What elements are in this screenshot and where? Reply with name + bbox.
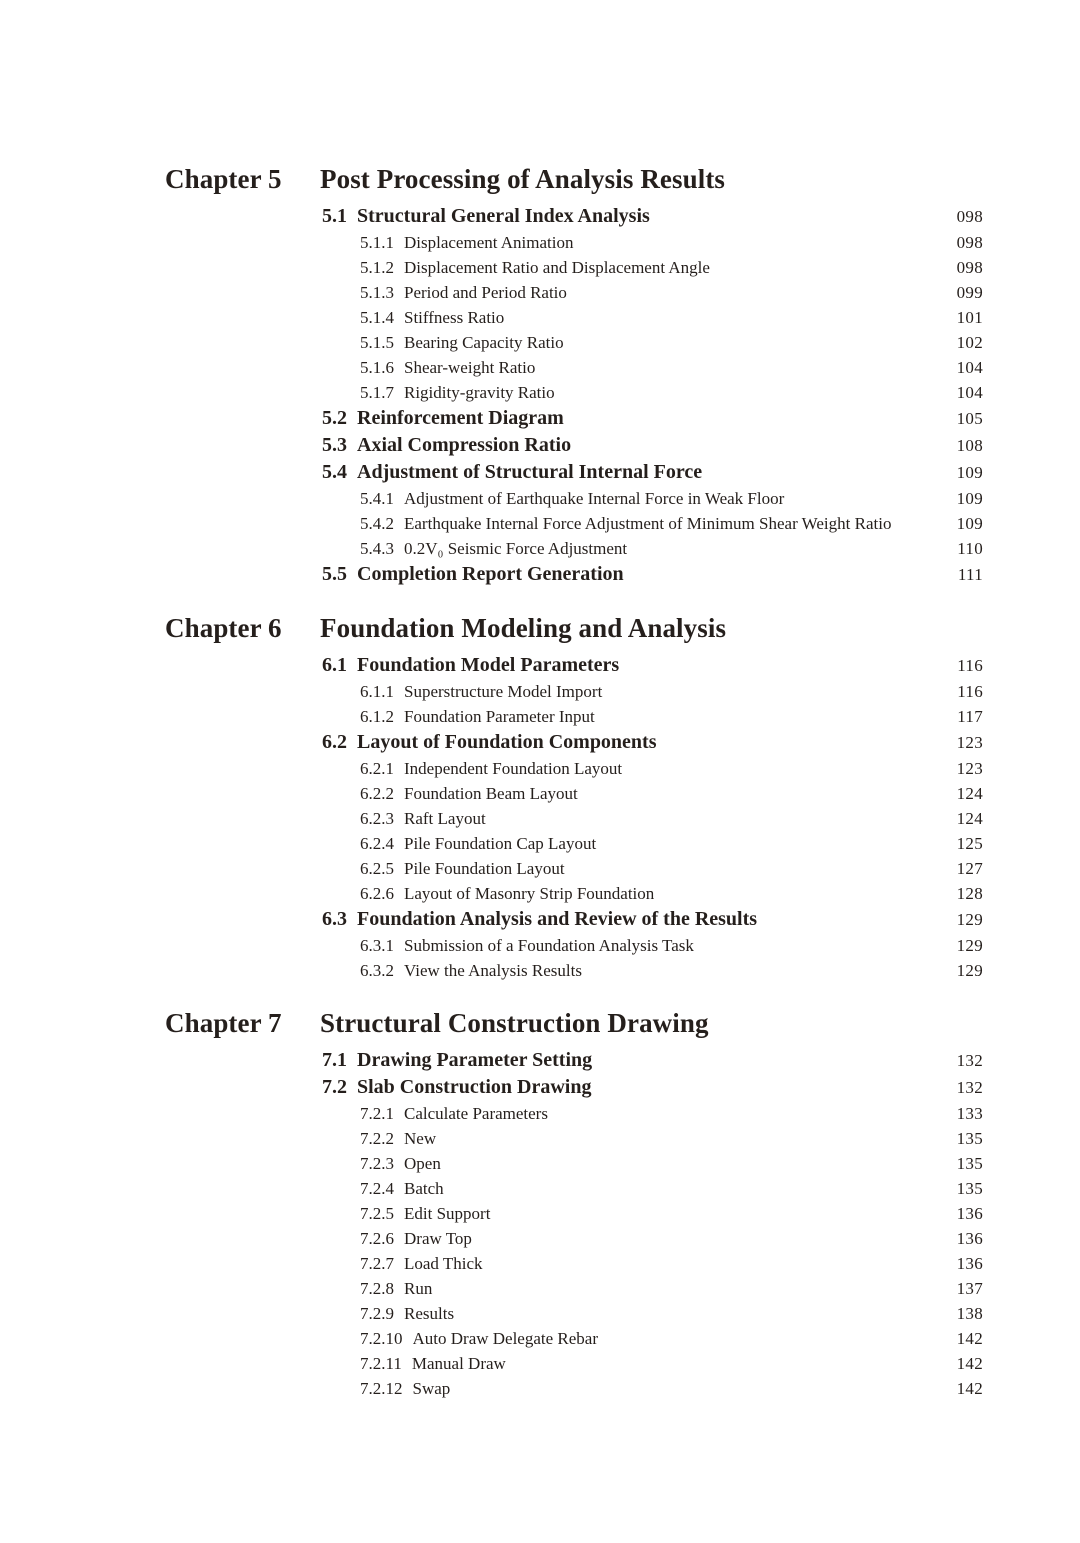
toc-entry-title: Calculate Parameters — [404, 1104, 548, 1123]
toc-entry-page: 109 — [956, 463, 983, 482]
toc-entry-title: Stiffness Ratio — [404, 308, 505, 327]
toc-entry-page: 099 — [956, 283, 983, 302]
toc-entry-title: Completion Report Generation — [357, 563, 624, 585]
chapter-entries — [165, 203, 983, 588]
toc-entry-page: 098 — [956, 207, 983, 226]
toc-entry — [165, 432, 983, 459]
toc-entry-number: 6.2.3 — [360, 809, 394, 828]
toc-entry-page: 124 — [956, 784, 983, 803]
toc-entry-number: 5.4.3 — [360, 539, 394, 558]
toc-entry-number: 7.2.1 — [360, 1104, 394, 1123]
chapter-title: Foundation Modeling and Analysis — [320, 613, 727, 643]
toc-entry-title: Run — [404, 1279, 433, 1298]
toc-entry — [165, 831, 983, 856]
toc-entry-page: 101 — [956, 308, 983, 327]
toc-entry-page: 098 — [956, 233, 983, 252]
toc-entry-page: 129 — [956, 936, 983, 955]
toc-entry-page: 098 — [956, 258, 983, 277]
toc-entry-number: 5.4 — [322, 461, 347, 483]
chapter-entries — [165, 1047, 983, 1401]
toc-entry-page: 142 — [956, 1379, 983, 1398]
toc-entry-number: 6.2 — [322, 731, 347, 753]
toc-entry-number: 5.1.5 — [360, 333, 394, 352]
toc-entry — [165, 1276, 983, 1301]
toc-entry-number: 5.1.6 — [360, 358, 394, 377]
toc-entry — [165, 881, 983, 906]
toc-entry-title: New — [404, 1129, 437, 1148]
toc-entry-title: Structural General Index Analysis — [357, 205, 650, 227]
toc-entry-title: 0.2V₀ Seismic Force Adjustment — [404, 539, 628, 558]
chapter-section — [165, 1007, 983, 1401]
toc-entry-page: 123 — [956, 733, 983, 752]
toc-entry-number: 6.2.5 — [360, 859, 394, 878]
toc-entry-page: 117 — [957, 707, 983, 726]
toc-entry-title: Earthquake Internal Force Adjustment of Minimum Shear Weight Ratio — [404, 514, 892, 533]
toc-entry-page: 132 — [956, 1051, 983, 1070]
toc-entry-number: 7.2.6 — [360, 1229, 394, 1248]
toc-entry-number: 5.1.2 — [360, 258, 394, 277]
chapter-title: Structural Construction Drawing — [320, 1008, 709, 1038]
toc-entry-page: 124 — [956, 809, 983, 828]
toc-entry — [165, 652, 983, 679]
toc-entry — [165, 729, 983, 756]
toc-entry-number: 7.2.10 — [360, 1329, 403, 1348]
table-of-contents — [165, 163, 983, 1401]
toc-entry-number: 7.2.4 — [360, 1179, 394, 1198]
toc-entry-page: 135 — [956, 1154, 983, 1173]
toc-entry-title: Foundation Parameter Input — [404, 707, 595, 726]
toc-entry-title: Independent Foundation Layout — [404, 759, 623, 778]
chapter-label: Chapter 5 — [165, 164, 282, 194]
toc-entry-title: Adjustment of Structural Internal Force — [357, 461, 703, 483]
chapter-label: Chapter 7 — [165, 1008, 282, 1038]
toc-entry — [165, 355, 983, 380]
toc-entry-title: Load Thick — [404, 1254, 483, 1273]
toc-entry-page: 102 — [956, 333, 983, 352]
toc-entry-page: 109 — [956, 514, 983, 533]
toc-entry-page: 137 — [956, 1279, 983, 1298]
toc-entry — [165, 459, 983, 486]
toc-entry-title: Foundation Beam Layout — [404, 784, 578, 803]
toc-entry — [165, 856, 983, 881]
toc-entry — [165, 679, 983, 704]
toc-entry-number: 5.3 — [322, 434, 347, 456]
toc-entry — [165, 1376, 983, 1401]
toc-entry-title: Displacement Ratio and Displacement Angle — [404, 258, 710, 277]
toc-entry-title: Manual Draw — [411, 1354, 506, 1373]
toc-entry — [165, 1301, 983, 1326]
toc-entry-page: 104 — [956, 383, 983, 402]
toc-entry — [165, 1176, 983, 1201]
chapter-title: Post Processing of Analysis Results — [320, 164, 726, 194]
toc-entry — [165, 806, 983, 831]
toc-entry — [165, 511, 983, 536]
toc-entry-number: 6.1 — [322, 654, 347, 676]
chapter-section — [165, 612, 983, 983]
toc-entry-number: 6.3.2 — [360, 961, 394, 980]
toc-entry-title: Drawing Parameter Setting — [357, 1049, 593, 1071]
toc-entry-page: 109 — [956, 489, 983, 508]
toc-entry-number: 6.1.1 — [360, 682, 394, 701]
toc-entry — [165, 1326, 983, 1351]
toc-entry — [165, 536, 983, 561]
toc-entry-page: 116 — [957, 656, 983, 675]
toc-entry-page: 135 — [956, 1129, 983, 1148]
toc-entry — [165, 1101, 983, 1126]
toc-entry — [165, 1201, 983, 1226]
chapter-heading — [165, 612, 983, 645]
toc-entry — [165, 405, 983, 432]
toc-entry-page: 136 — [956, 1204, 983, 1223]
toc-entry-number: 7.1 — [322, 1049, 347, 1071]
toc-entry-title: Adjustment of Earthquake Internal Force in Weak Floor — [404, 489, 785, 508]
toc-entry-number: 6.3 — [322, 908, 347, 930]
toc-entry — [165, 230, 983, 255]
toc-entry — [165, 486, 983, 511]
toc-entry-page: 129 — [956, 961, 983, 980]
toc-entry-page: 110 — [957, 539, 983, 558]
toc-entry-number: 7.2.8 — [360, 1279, 394, 1298]
toc-entry-title: View the Analysis Results — [404, 961, 582, 980]
toc-entry-number: 7.2.11 — [360, 1354, 402, 1373]
toc-entry-number: 6.2.4 — [360, 834, 394, 853]
toc-entry-title: Superstructure Model Import — [404, 682, 603, 701]
toc-entry — [165, 280, 983, 305]
toc-entry-number: 5.4.1 — [360, 489, 394, 508]
toc-entry-number: 7.2.12 — [360, 1379, 403, 1398]
toc-entry-number: 7.2.7 — [360, 1254, 394, 1273]
toc-entry — [165, 561, 983, 588]
toc-entry — [165, 1251, 983, 1276]
toc-entry-title: Pile Foundation Layout — [404, 859, 565, 878]
toc-entry — [165, 933, 983, 958]
toc-entry-title: Foundation Analysis and Review of the Results — [357, 908, 758, 930]
toc-entry — [165, 305, 983, 330]
toc-entry-number: 6.2.1 — [360, 759, 394, 778]
toc-entry-page: 116 — [957, 682, 983, 701]
toc-entry-number: 7.2 — [322, 1076, 347, 1098]
toc-entry-page: 127 — [956, 859, 983, 878]
toc-entry — [165, 1126, 983, 1151]
toc-entry-title: Foundation Model Parameters — [357, 654, 620, 676]
toc-entry-page: 108 — [956, 436, 983, 455]
toc-entry — [165, 958, 983, 983]
toc-entry-page: 123 — [956, 759, 983, 778]
toc-entry-title: Pile Foundation Cap Layout — [404, 834, 597, 853]
toc-entry-page: 129 — [956, 910, 983, 929]
toc-entry-number: 6.3.1 — [360, 936, 394, 955]
toc-entry-number: 7.2.5 — [360, 1204, 394, 1223]
toc-entry-page: 136 — [956, 1254, 983, 1273]
toc-entry-title: Results — [404, 1304, 455, 1323]
toc-entry-number: 5.2 — [322, 407, 347, 429]
toc-entry-title: Slab Construction Drawing — [357, 1076, 592, 1098]
chapter-section — [165, 163, 983, 588]
toc-entry-title: Batch — [404, 1179, 444, 1198]
chapter-label: Chapter 6 — [165, 613, 282, 643]
toc-entry — [165, 704, 983, 729]
toc-entry-number: 5.4.2 — [360, 514, 394, 533]
toc-entry-number: 7.2.9 — [360, 1304, 394, 1323]
toc-entry — [165, 255, 983, 280]
toc-entry-page: 136 — [956, 1229, 983, 1248]
toc-entry-page: 128 — [956, 884, 983, 903]
toc-entry — [165, 380, 983, 405]
toc-entry-title: Bearing Capacity Ratio — [404, 333, 564, 352]
toc-entry-page: 142 — [956, 1329, 983, 1348]
toc-entry-page: 111 — [957, 565, 983, 584]
toc-entry — [165, 1151, 983, 1176]
toc-entry-page: 132 — [956, 1078, 983, 1097]
toc-entry — [165, 756, 983, 781]
toc-entry-number: 5.1 — [322, 205, 347, 227]
toc-entry-page: 105 — [956, 409, 983, 428]
toc-entry-number: 5.5 — [322, 563, 347, 585]
toc-entry-page: 138 — [956, 1304, 983, 1323]
toc-entry-title: Draw Top — [404, 1229, 472, 1248]
toc-entry-page: 125 — [956, 834, 983, 853]
toc-entry-number: 5.1.1 — [360, 233, 394, 252]
chapter-heading — [165, 163, 983, 196]
toc-entry-title: Submission of a Foundation Analysis Task — [404, 936, 694, 955]
toc-entry — [165, 1074, 983, 1101]
toc-entry-number: 6.2.2 — [360, 784, 394, 803]
toc-entry-page: 142 — [956, 1354, 983, 1373]
toc-entry-title: Shear-weight Ratio — [404, 358, 536, 377]
toc-entry-title: Layout of Foundation Components — [357, 731, 657, 753]
toc-entry — [165, 906, 983, 933]
chapter-entries — [165, 652, 983, 983]
toc-entry-title: Open — [404, 1154, 441, 1173]
toc-entry-title: Layout of Masonry Strip Foundation — [404, 884, 655, 903]
toc-entry-number: 5.1.3 — [360, 283, 394, 302]
toc-entry-number: 5.1.7 — [360, 383, 394, 402]
toc-entry-title: Rigidity-gravity Ratio — [404, 383, 555, 402]
toc-entry-title: Swap — [412, 1379, 451, 1398]
toc-entry — [165, 330, 983, 355]
toc-entry — [165, 203, 983, 230]
toc-entry-title: Displacement Animation — [404, 233, 574, 252]
toc-entry-number: 6.2.6 — [360, 884, 394, 903]
toc-entry-title: Reinforcement Diagram — [357, 407, 564, 429]
toc-entry-number: 5.1.4 — [360, 308, 394, 327]
toc-entry-page: 133 — [956, 1104, 983, 1123]
toc-entry-title: Auto Draw Delegate Rebar — [412, 1329, 599, 1348]
toc-entry-page: 104 — [956, 358, 983, 377]
chapter-heading — [165, 1007, 983, 1040]
toc-entry-title: Period and Period Ratio — [404, 283, 567, 302]
toc-entry-number: 6.1.2 — [360, 707, 394, 726]
toc-entry — [165, 781, 983, 806]
toc-entry-title: Edit Support — [404, 1204, 491, 1223]
toc-entry-number: 7.2.3 — [360, 1154, 394, 1173]
toc-entry-number: 7.2.2 — [360, 1129, 394, 1148]
toc-entry — [165, 1047, 983, 1074]
toc-entry — [165, 1351, 983, 1376]
toc-entry-page: 135 — [956, 1179, 983, 1198]
toc-entry — [165, 1226, 983, 1251]
toc-entry-title: Axial Compression Ratio — [357, 434, 572, 456]
toc-entry-title: Raft Layout — [404, 809, 486, 828]
